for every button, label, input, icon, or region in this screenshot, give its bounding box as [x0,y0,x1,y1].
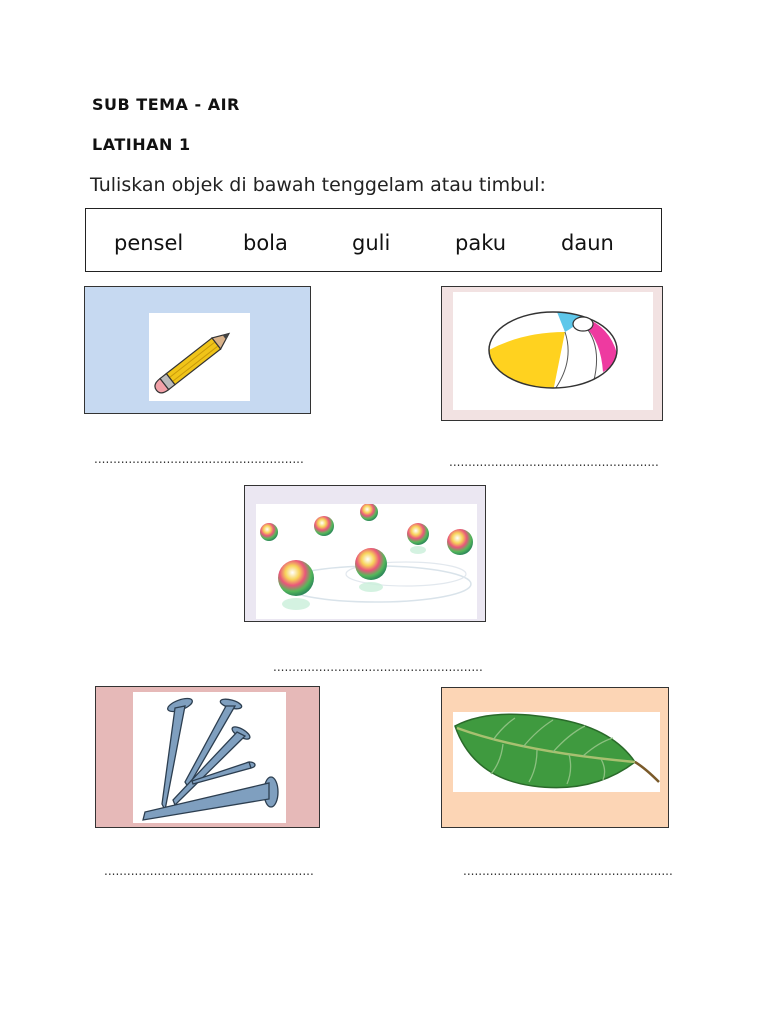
answer-line-ball: ....................................................... [449,455,659,469]
word-daun: daun [561,231,614,255]
answer-line-marbles: ....................................................... [273,660,483,674]
answer-line-nails: ....................................................... [104,864,314,878]
marbles-card [244,485,486,622]
word-bank [85,208,662,272]
pencil-picture [149,313,250,401]
word-paku: paku [455,231,507,255]
nails-card [95,686,320,828]
beach-ball-picture [453,292,653,410]
answer-line-leaf: ....................................................... [463,864,673,878]
beach-ball-card [441,286,663,421]
leaf-card [441,687,669,828]
subtheme-heading: SUB TEMA - AIR [92,95,240,114]
answer-line-pencil: ....................................................... [94,452,304,466]
word-guli: guli [352,231,391,255]
marbles-picture [256,504,477,619]
nails-picture [133,692,286,823]
exercise-heading: LATIHAN 1 [92,135,191,154]
instruction-text: Tuliskan objek di bawah tenggelam atau timbul: [90,174,546,196]
leaf-picture [453,712,660,792]
word-pensel: pensel [114,231,184,255]
word-bola: bola [243,231,288,255]
pencil-card [84,286,311,414]
